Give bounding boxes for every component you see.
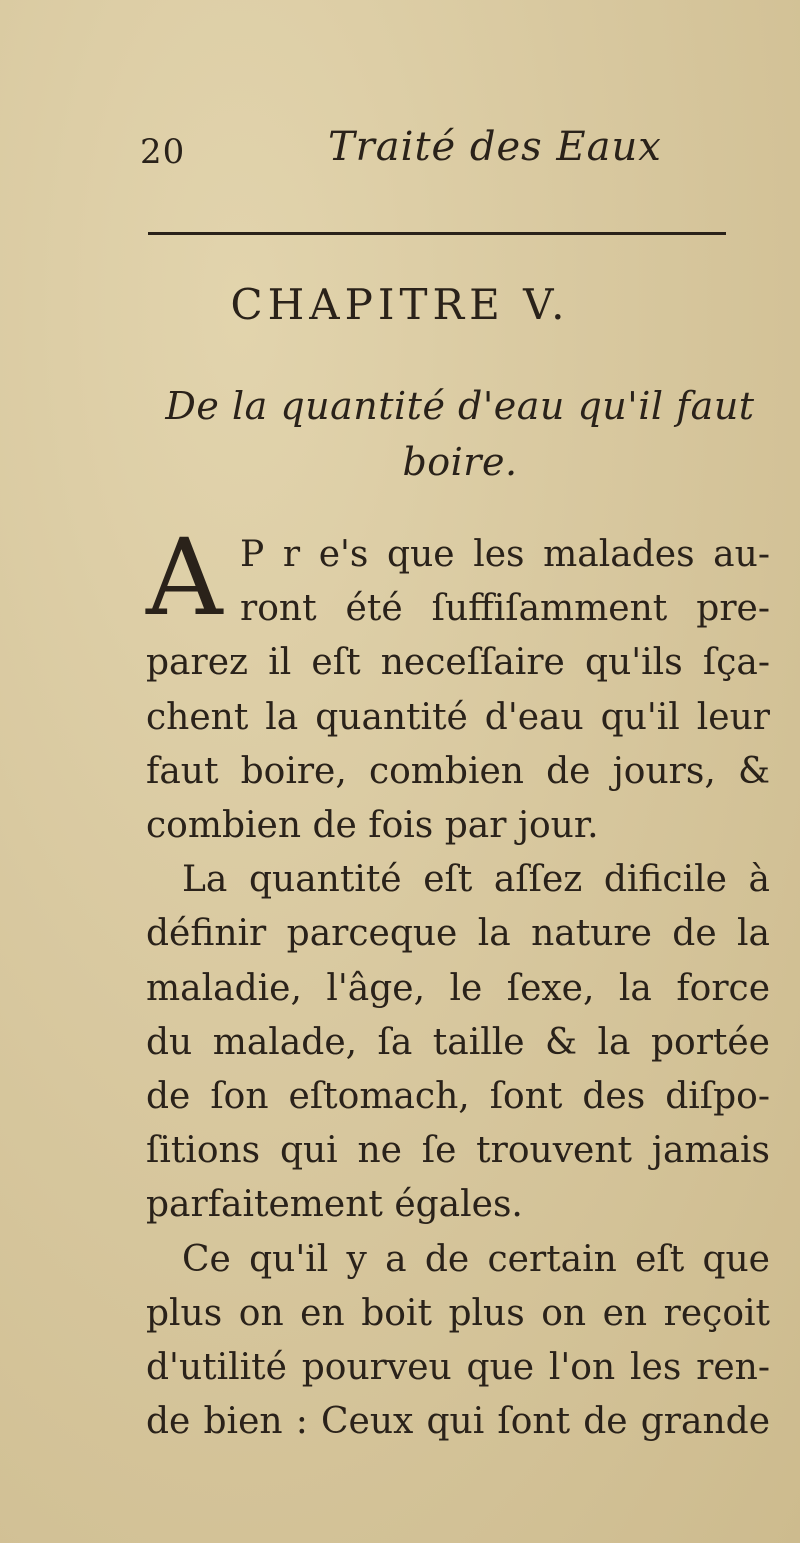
running-head: Traité des Eaux	[328, 124, 662, 170]
text-line: P r e's que les malades au-	[240, 534, 770, 575]
text-line: chent la quantité d'eau qu'il leur	[146, 696, 770, 738]
text-line: du malade, ſa taille & la portée	[146, 1021, 770, 1063]
chapter-subtitle	[140, 378, 780, 490]
text-line: parfaitement égales.	[146, 1184, 523, 1226]
text-line: définir parceque la nature de la	[146, 913, 770, 955]
text-line: ront été ſuffiſamment pre-	[240, 588, 770, 630]
subtitle-line: boire.	[402, 440, 518, 484]
text-line: ſitions qui ne ſe trouvent jamais	[146, 1130, 770, 1172]
page-number: 20	[140, 132, 186, 172]
header-rule	[148, 232, 726, 235]
text-line: Ce qu'il y a de certain eſt que	[182, 1238, 770, 1280]
text-line: de ſon eſtomach, ſont des diſpo-	[146, 1076, 770, 1118]
drop-cap: A	[146, 516, 223, 639]
text-line: combien de fois par jour.	[146, 805, 599, 847]
chapter-title: CHAPITRE V.	[230, 280, 570, 329]
text-line: de bien : Ceux qui ſont de grande	[146, 1401, 770, 1443]
text-line: parez il eſt neceſſaire qu'ils ſça-	[146, 642, 770, 684]
body-text	[146, 516, 770, 1449]
text-line: maladie, l'âge, le ſexe, la force	[146, 967, 770, 1009]
text-line: plus on en boit plus on en reçoit	[146, 1292, 770, 1334]
text-line: faut boire, combien de jours, &	[146, 750, 770, 792]
text-line: La quantité eſt aſſez dificile à	[182, 859, 770, 901]
subtitle-line: De la quantité d'eau qu'il faut	[165, 384, 755, 428]
text-line: d'utilité pourveu que l'on les ren-	[146, 1347, 770, 1389]
